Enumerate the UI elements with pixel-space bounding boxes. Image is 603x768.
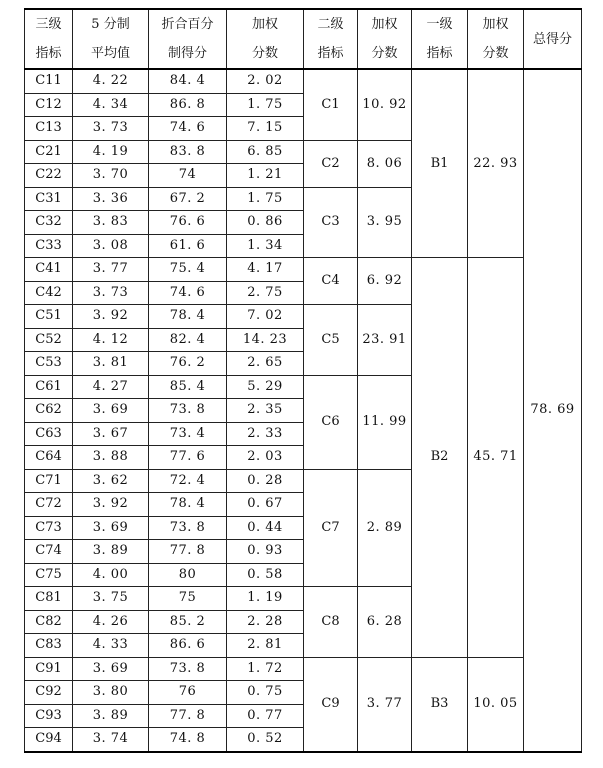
header-level1-weighted-score: 加权 分数: [468, 9, 524, 69]
average-cell: 4. 00: [73, 563, 149, 587]
percentage-cell: 85. 4: [149, 375, 227, 399]
level2-indicator-cell: C2: [304, 140, 358, 187]
level3-indicator-cell: C91: [25, 657, 73, 681]
level3-indicator-cell: C75: [25, 563, 73, 587]
level3-indicator-cell: C83: [25, 634, 73, 658]
level2-indicator-cell: C4: [304, 258, 358, 305]
level2-indicator-cell: C3: [304, 187, 358, 258]
level3-weighted-cell: 0. 86: [227, 211, 304, 235]
percentage-cell: 86. 8: [149, 93, 227, 117]
level3-indicator-cell: C11: [25, 69, 73, 93]
level2-weighted-cell: 2. 89: [358, 469, 412, 587]
percentage-cell: 73. 4: [149, 422, 227, 446]
average-cell: 3. 83: [73, 211, 149, 235]
average-cell: 3. 74: [73, 728, 149, 752]
percentage-cell: 78. 4: [149, 493, 227, 517]
level2-weighted-cell: 3. 77: [358, 657, 412, 752]
level3-weighted-cell: 2. 75: [227, 281, 304, 305]
level3-weighted-cell: 0. 28: [227, 469, 304, 493]
average-cell: 4. 22: [73, 69, 149, 93]
table-row: [25, 657, 582, 681]
percentage-cell: 78. 4: [149, 305, 227, 329]
level3-weighted-cell: 2. 28: [227, 610, 304, 634]
level2-weighted-cell: 6. 28: [358, 587, 412, 658]
level3-indicator-cell: C82: [25, 610, 73, 634]
average-cell: 3. 73: [73, 117, 149, 141]
header-level3-weighted-score: 加权 分数: [227, 9, 304, 69]
average-cell: 3. 88: [73, 446, 149, 470]
evaluation-score-table: [24, 8, 582, 753]
level2-indicator-cell: C5: [304, 305, 358, 376]
level3-weighted-cell: 7. 15: [227, 117, 304, 141]
average-cell: 3. 62: [73, 469, 149, 493]
percentage-cell: 72. 4: [149, 469, 227, 493]
average-cell: 3. 69: [73, 516, 149, 540]
level3-indicator-cell: C13: [25, 117, 73, 141]
level3-weighted-cell: 0. 67: [227, 493, 304, 517]
percentage-cell: 74: [149, 164, 227, 188]
average-cell: 3. 69: [73, 399, 149, 423]
level2-weighted-cell: 10. 92: [358, 69, 412, 140]
level3-indicator-cell: C33: [25, 234, 73, 258]
level3-weighted-cell: 2. 33: [227, 422, 304, 446]
table-row: [25, 69, 582, 93]
level3-indicator-cell: C64: [25, 446, 73, 470]
level3-indicator-cell: C41: [25, 258, 73, 282]
level1-indicator-cell: B1: [412, 69, 468, 258]
level1-weighted-cell: 22. 93: [468, 69, 524, 258]
average-cell: 3. 81: [73, 352, 149, 376]
total-score-cell: 78. 69: [524, 69, 582, 752]
header-level1-indicator: 一级 指标: [412, 9, 468, 69]
percentage-cell: 84. 4: [149, 69, 227, 93]
percentage-cell: 61. 6: [149, 234, 227, 258]
percentage-cell: 74. 6: [149, 117, 227, 141]
level3-indicator-cell: C94: [25, 728, 73, 752]
level3-indicator-cell: C73: [25, 516, 73, 540]
percentage-cell: 76: [149, 681, 227, 705]
level3-weighted-cell: 4. 17: [227, 258, 304, 282]
level3-weighted-cell: 0. 58: [227, 563, 304, 587]
average-cell: 4. 27: [73, 375, 149, 399]
level3-indicator-cell: C92: [25, 681, 73, 705]
average-cell: 3. 89: [73, 540, 149, 564]
level3-weighted-cell: 14. 23: [227, 328, 304, 352]
level1-indicator-cell: B3: [412, 657, 468, 752]
level3-indicator-cell: C93: [25, 704, 73, 728]
average-cell: 4. 26: [73, 610, 149, 634]
average-cell: 3. 70: [73, 164, 149, 188]
level3-weighted-cell: 0. 77: [227, 704, 304, 728]
average-cell: 3. 67: [73, 422, 149, 446]
level3-weighted-cell: 1. 75: [227, 187, 304, 211]
percentage-cell: 74. 8: [149, 728, 227, 752]
level2-indicator-cell: C9: [304, 657, 358, 752]
level2-weighted-cell: 11. 99: [358, 375, 412, 469]
percentage-cell: 76. 2: [149, 352, 227, 376]
table-header: [25, 9, 582, 69]
score-table-container: [24, 8, 582, 753]
level2-weighted-cell: 3. 95: [358, 187, 412, 258]
level3-indicator-cell: C32: [25, 211, 73, 235]
level3-weighted-cell: 0. 75: [227, 681, 304, 705]
level3-indicator-cell: C62: [25, 399, 73, 423]
level3-indicator-cell: C71: [25, 469, 73, 493]
level2-weighted-cell: 8. 06: [358, 140, 412, 187]
percentage-cell: 82. 4: [149, 328, 227, 352]
average-cell: 3. 92: [73, 305, 149, 329]
percentage-cell: 86. 6: [149, 634, 227, 658]
level3-indicator-cell: C31: [25, 187, 73, 211]
average-cell: 3. 75: [73, 587, 149, 611]
level3-weighted-cell: 7. 02: [227, 305, 304, 329]
average-cell: 4. 19: [73, 140, 149, 164]
percentage-cell: 67. 2: [149, 187, 227, 211]
percentage-cell: 73. 8: [149, 399, 227, 423]
percentage-cell: 73. 8: [149, 516, 227, 540]
percentage-cell: 75. 4: [149, 258, 227, 282]
level2-indicator-cell: C7: [304, 469, 358, 587]
percentage-cell: 77. 8: [149, 704, 227, 728]
level3-weighted-cell: 2. 02: [227, 69, 304, 93]
level3-indicator-cell: C22: [25, 164, 73, 188]
level3-indicator-cell: C72: [25, 493, 73, 517]
average-cell: 4. 12: [73, 328, 149, 352]
percentage-cell: 73. 8: [149, 657, 227, 681]
percentage-cell: 74. 6: [149, 281, 227, 305]
header-total-score: 总得分: [524, 9, 582, 69]
header-level2-indicator: 二级 指标: [304, 9, 358, 69]
header-percentage-score: 折合百分 制得分: [149, 9, 227, 69]
level3-weighted-cell: 2. 81: [227, 634, 304, 658]
level3-indicator-cell: C74: [25, 540, 73, 564]
percentage-cell: 77. 8: [149, 540, 227, 564]
level3-weighted-cell: 1. 34: [227, 234, 304, 258]
level3-weighted-cell: 2. 35: [227, 399, 304, 423]
level3-indicator-cell: C63: [25, 422, 73, 446]
table-row: [25, 258, 582, 282]
average-cell: 3. 92: [73, 493, 149, 517]
average-cell: 4. 34: [73, 93, 149, 117]
level3-weighted-cell: 0. 93: [227, 540, 304, 564]
level3-weighted-cell: 2. 03: [227, 446, 304, 470]
level1-weighted-cell: 10. 05: [468, 657, 524, 752]
average-cell: 3. 77: [73, 258, 149, 282]
level2-indicator-cell: C1: [304, 69, 358, 140]
table-body: [25, 69, 582, 752]
level3-weighted-cell: 6. 85: [227, 140, 304, 164]
percentage-cell: 76. 6: [149, 211, 227, 235]
level3-indicator-cell: C52: [25, 328, 73, 352]
level3-indicator-cell: C51: [25, 305, 73, 329]
level2-indicator-cell: C6: [304, 375, 358, 469]
average-cell: 3. 69: [73, 657, 149, 681]
percentage-cell: 75: [149, 587, 227, 611]
level3-indicator-cell: C53: [25, 352, 73, 376]
average-cell: 3. 36: [73, 187, 149, 211]
average-cell: 3. 89: [73, 704, 149, 728]
level1-indicator-cell: B2: [412, 258, 468, 658]
level3-weighted-cell: 0. 44: [227, 516, 304, 540]
percentage-cell: 80: [149, 563, 227, 587]
level3-weighted-cell: 2. 65: [227, 352, 304, 376]
level3-indicator-cell: C21: [25, 140, 73, 164]
average-cell: 4. 33: [73, 634, 149, 658]
percentage-cell: 83. 8: [149, 140, 227, 164]
average-cell: 3. 08: [73, 234, 149, 258]
percentage-cell: 85. 2: [149, 610, 227, 634]
level3-weighted-cell: 1. 21: [227, 164, 304, 188]
header-row: [25, 9, 582, 69]
level2-indicator-cell: C8: [304, 587, 358, 658]
level3-weighted-cell: 0. 52: [227, 728, 304, 752]
level3-indicator-cell: C12: [25, 93, 73, 117]
header-level3-indicator: 三级 指标: [25, 9, 73, 69]
level2-weighted-cell: 6. 92: [358, 258, 412, 305]
average-cell: 3. 80: [73, 681, 149, 705]
level1-weighted-cell: 45. 71: [468, 258, 524, 658]
level3-indicator-cell: C81: [25, 587, 73, 611]
percentage-cell: 77. 6: [149, 446, 227, 470]
level3-weighted-cell: 5. 29: [227, 375, 304, 399]
average-cell: 3. 73: [73, 281, 149, 305]
level2-weighted-cell: 23. 91: [358, 305, 412, 376]
header-level2-weighted-score: 加权 分数: [358, 9, 412, 69]
level3-weighted-cell: 1. 19: [227, 587, 304, 611]
level3-weighted-cell: 1. 75: [227, 93, 304, 117]
level3-indicator-cell: C42: [25, 281, 73, 305]
level3-indicator-cell: C61: [25, 375, 73, 399]
header-five-point-average: 5 分制 平均值: [73, 9, 149, 69]
level3-weighted-cell: 1. 72: [227, 657, 304, 681]
